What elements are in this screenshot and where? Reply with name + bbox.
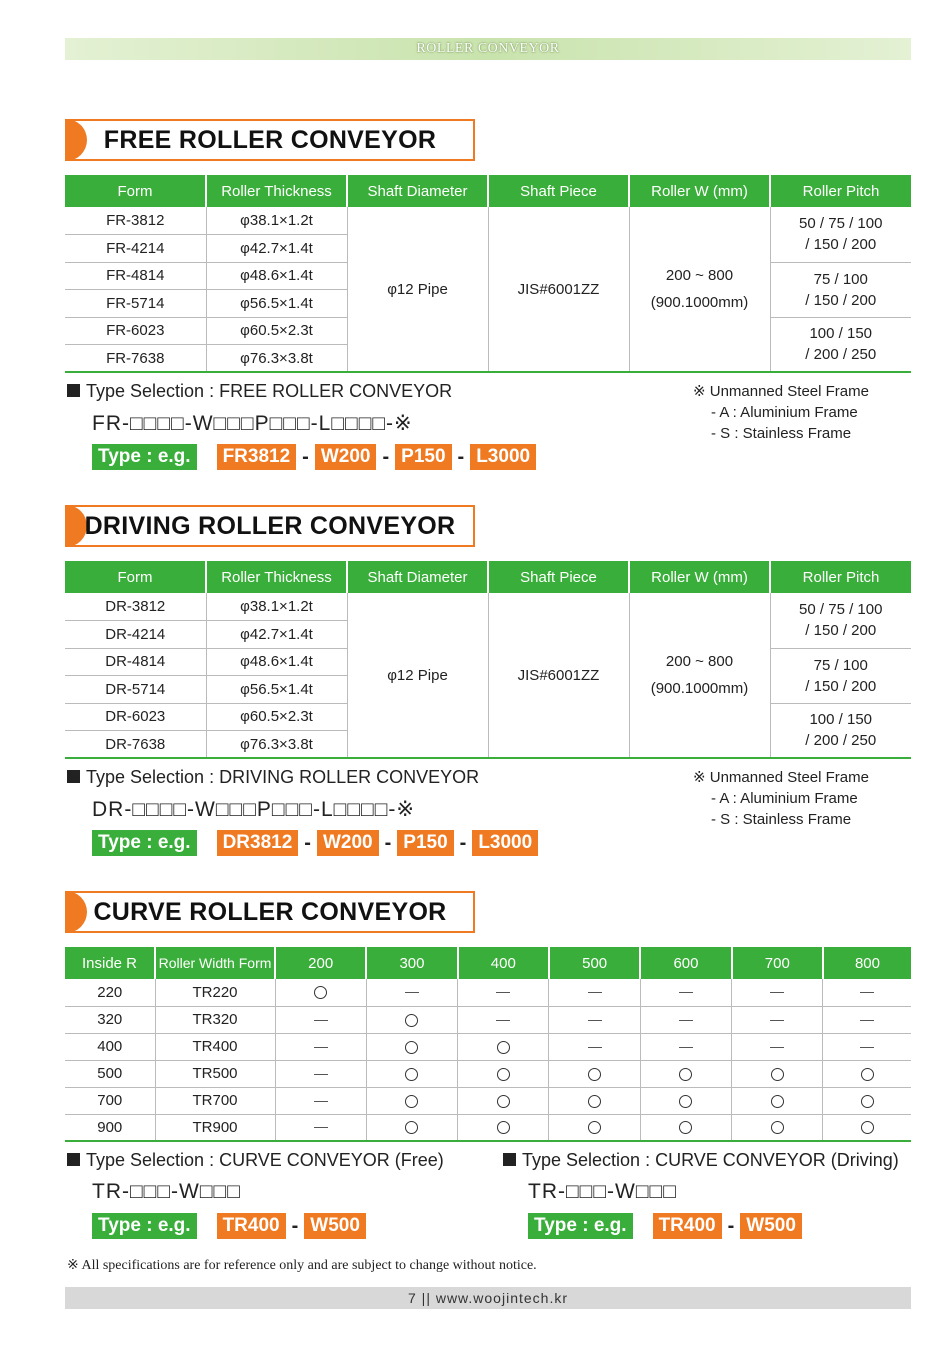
page-header-bar [65, 38, 911, 60]
pitch-cell: 100 / 150 / 200 / 250 [770, 703, 911, 758]
available-circle-icon [588, 1068, 601, 1081]
available-circle-icon [771, 1068, 784, 1081]
roller-w-cell: 200 ~ 800 (900.1000mm) [629, 207, 770, 372]
availability-cell [732, 1114, 823, 1141]
col-header: Shaft Diameter [347, 175, 488, 207]
free-type-selection [65, 373, 911, 473]
example-width: W500 [304, 1213, 366, 1239]
available-circle-icon [497, 1095, 510, 1108]
type-selection-heading-driving: Type Selection : CURVE CONVEYOR (Driving) [503, 1150, 899, 1171]
width-form-cell: TR320 [155, 1006, 275, 1033]
availability-cell [458, 1006, 549, 1033]
type-example-driving: Type : e.g. TR400 - W500 [528, 1212, 802, 1240]
availability-cell [275, 1006, 366, 1033]
unavailable-dash-icon [496, 992, 510, 993]
col-header: 300 [366, 947, 457, 979]
availability-cell [823, 1033, 911, 1060]
availability-cell [366, 1060, 457, 1087]
availability-cell [549, 979, 640, 1006]
available-circle-icon [771, 1121, 784, 1134]
section-title: DRIVING ROLLER CONVEYOR [84, 512, 456, 540]
type-example-free: Type : e.g. TR400 - W500 [92, 1212, 366, 1240]
form-cell: FR-5714 [65, 290, 206, 318]
available-circle-icon [861, 1095, 874, 1108]
page-footer: 7 || www.woojintech.kr [65, 1287, 911, 1309]
unavailable-dash-icon [314, 1047, 328, 1048]
col-header: Inside R [65, 947, 155, 979]
col-header: Shaft Piece [488, 561, 629, 593]
col-header: 600 [640, 947, 731, 979]
type-selection-heading-free: Type Selection : CURVE CONVEYOR (Free) [67, 1150, 444, 1171]
example-form: DR3812 [217, 830, 299, 856]
table-row [65, 1114, 911, 1141]
available-circle-icon [405, 1014, 418, 1027]
availability-cell [732, 1033, 823, 1060]
driving-spec-table [65, 561, 911, 759]
available-circle-icon [588, 1121, 601, 1134]
unavailable-dash-icon [588, 1047, 602, 1048]
form-cell: DR-3812 [65, 593, 206, 621]
unavailable-dash-icon [588, 1020, 602, 1021]
availability-cell [732, 979, 823, 1006]
availability-cell [640, 1114, 731, 1141]
section-title-box [65, 891, 475, 933]
thickness-cell: φ48.6×1.4t [206, 262, 347, 290]
available-circle-icon [405, 1095, 418, 1108]
frame-notes: ※ Unmanned Steel Frame - A : Aluminium Frame - S : Stainless Frame [693, 769, 869, 828]
col-header: Roller Width Form [155, 947, 275, 979]
table-row [65, 1033, 911, 1060]
availability-cell [366, 1033, 457, 1060]
availability-cell [366, 979, 457, 1006]
width-form-cell: TR500 [155, 1060, 275, 1087]
availability-cell [549, 1060, 640, 1087]
availability-cell [640, 1087, 731, 1114]
form-cell: DR-4814 [65, 648, 206, 676]
form-cell: DR-4214 [65, 621, 206, 649]
table-row [65, 1060, 911, 1087]
available-circle-icon [679, 1095, 692, 1108]
thickness-cell: φ60.5×2.3t [206, 317, 347, 345]
form-cell: FR-4214 [65, 235, 206, 263]
type-example: Type : e.g. DR3812 - W200 - P150 - L3000 [92, 829, 538, 857]
inside-r-cell: 500 [65, 1060, 155, 1087]
availability-cell [732, 1060, 823, 1087]
unavailable-dash-icon [679, 1020, 693, 1021]
form-cell: FR-7638 [65, 345, 206, 373]
example-form: TR400 [217, 1213, 286, 1239]
availability-cell [549, 1087, 640, 1114]
col-header: 700 [732, 947, 823, 979]
availability-cell [732, 1087, 823, 1114]
form-cell: DR-7638 [65, 731, 206, 759]
available-circle-icon [861, 1068, 874, 1081]
availability-cell [823, 1006, 911, 1033]
form-cell: DR-5714 [65, 676, 206, 704]
col-header: Roller W (mm) [629, 175, 770, 207]
square-bullet-icon [67, 384, 80, 397]
col-header: 800 [823, 947, 911, 979]
pitch-cell: 75 / 100 / 150 / 200 [770, 648, 911, 703]
form-cell: FR-4814 [65, 262, 206, 290]
col-header: Roller Pitch [770, 561, 911, 593]
free-spec-table [65, 175, 911, 373]
availability-cell [640, 1060, 731, 1087]
available-circle-icon [405, 1041, 418, 1054]
thickness-cell: φ56.5×1.4t [206, 676, 347, 704]
table-row [65, 207, 911, 235]
table-row [65, 1087, 911, 1114]
driving-roller-section [65, 505, 911, 859]
available-circle-icon [771, 1095, 784, 1108]
col-header: Roller W (mm) [629, 561, 770, 593]
unavailable-dash-icon [405, 992, 419, 993]
available-circle-icon [861, 1121, 874, 1134]
form-cell: DR-6023 [65, 703, 206, 731]
thickness-cell: φ48.6×1.4t [206, 648, 347, 676]
example-width: W200 [315, 444, 377, 470]
availability-cell [640, 1033, 731, 1060]
example-length: L3000 [470, 444, 536, 470]
availability-cell [549, 1006, 640, 1033]
availability-cell [823, 1060, 911, 1087]
col-header: Roller Pitch [770, 175, 911, 207]
pitch-cell: 50 / 75 / 100 / 150 / 200 [770, 593, 911, 648]
table-row [65, 1006, 911, 1033]
form-cell: FR-3812 [65, 207, 206, 235]
col-header: Roller Thickness [206, 561, 347, 593]
roller-w-cell: 200 ~ 800 (900.1000mm) [629, 593, 770, 758]
example-form: TR400 [653, 1213, 722, 1239]
availability-cell [366, 1087, 457, 1114]
shaft-piece-cell: JIS#6001ZZ [488, 207, 629, 372]
width-form-cell: TR220 [155, 979, 275, 1006]
unavailable-dash-icon [860, 1047, 874, 1048]
thickness-cell: φ42.7×1.4t [206, 235, 347, 263]
type-code-driving: TR-□□□-W□□□ [528, 1180, 677, 1203]
unavailable-dash-icon [314, 1101, 328, 1102]
example-width: W200 [317, 830, 379, 856]
inside-r-cell: 400 [65, 1033, 155, 1060]
unavailable-dash-icon [314, 1074, 328, 1075]
example-label: Type : e.g. [528, 1213, 633, 1239]
col-header: 200 [275, 947, 366, 979]
section-title: FREE ROLLER CONVEYOR [103, 126, 437, 154]
shaft-piece-cell: JIS#6001ZZ [488, 593, 629, 758]
availability-cell [823, 1087, 911, 1114]
example-pitch: P150 [395, 444, 451, 470]
table-row [65, 593, 911, 621]
width-form-cell: TR400 [155, 1033, 275, 1060]
type-code-free: TR-□□□-W□□□ [92, 1180, 241, 1203]
square-bullet-icon [503, 1153, 516, 1166]
curve-type-selection [65, 1142, 911, 1242]
disclaimer: ※ All specifications are for reference only and are subject to change without notice. [67, 1258, 537, 1273]
curve-spec-table [65, 947, 911, 1142]
unavailable-dash-icon [588, 992, 602, 993]
available-circle-icon [588, 1095, 601, 1108]
square-bullet-icon [67, 770, 80, 783]
type-code: FR-□□□□-W□□□P□□□-L□□□□-※ [92, 412, 413, 435]
example-form: FR3812 [217, 444, 297, 470]
shaft-diameter-cell: φ12 Pipe [347, 207, 488, 372]
shaft-diameter-cell: φ12 Pipe [347, 593, 488, 758]
availability-cell [458, 1114, 549, 1141]
form-cell: FR-6023 [65, 317, 206, 345]
unavailable-dash-icon [496, 1020, 510, 1021]
availability-cell [458, 1087, 549, 1114]
col-header: 400 [458, 947, 549, 979]
col-header: Form [65, 561, 206, 593]
inside-r-cell: 900 [65, 1114, 155, 1141]
available-circle-icon [405, 1068, 418, 1081]
availability-cell [640, 1006, 731, 1033]
width-form-cell: TR700 [155, 1087, 275, 1114]
col-header: Shaft Diameter [347, 561, 488, 593]
example-label: Type : e.g. [92, 1213, 197, 1239]
available-circle-icon [314, 986, 327, 999]
section-title-box [65, 119, 475, 161]
thickness-cell: φ76.3×3.8t [206, 731, 347, 759]
thickness-cell: φ76.3×3.8t [206, 345, 347, 373]
col-header: 500 [549, 947, 640, 979]
availability-cell [549, 1033, 640, 1060]
available-circle-icon [497, 1068, 510, 1081]
availability-cell [275, 979, 366, 1006]
availability-cell [275, 1033, 366, 1060]
table-row [65, 979, 911, 1006]
pitch-cell: 75 / 100 / 150 / 200 [770, 262, 911, 317]
type-example: Type : e.g. FR3812 - W200 - P150 - L3000 [92, 443, 536, 471]
available-circle-icon [497, 1041, 510, 1054]
inside-r-cell: 220 [65, 979, 155, 1006]
pitch-cell: 100 / 150 / 200 / 250 [770, 317, 911, 372]
section-title-box [65, 505, 475, 547]
driving-type-selection [65, 759, 911, 859]
width-form-cell: TR900 [155, 1114, 275, 1141]
free-roller-section [65, 119, 911, 473]
thickness-cell: φ38.1×1.2t [206, 593, 347, 621]
col-header: Roller Thickness [206, 175, 347, 207]
availability-cell [458, 979, 549, 1006]
col-header: Shaft Piece [488, 175, 629, 207]
pitch-cell: 50 / 75 / 100 / 150 / 200 [770, 207, 911, 262]
unavailable-dash-icon [860, 992, 874, 993]
available-circle-icon [679, 1068, 692, 1081]
curve-roller-section [65, 891, 911, 1242]
example-pitch: P150 [397, 830, 453, 856]
unavailable-dash-icon [314, 1020, 328, 1021]
square-bullet-icon [67, 1153, 80, 1166]
example-width: W500 [740, 1213, 802, 1239]
availability-cell [275, 1114, 366, 1141]
availability-cell [366, 1114, 457, 1141]
unavailable-dash-icon [679, 1047, 693, 1048]
unavailable-dash-icon [314, 1127, 328, 1128]
unavailable-dash-icon [860, 1020, 874, 1021]
type-selection-heading: Type Selection : FREE ROLLER CONVEYOR [67, 381, 452, 402]
inside-r-cell: 700 [65, 1087, 155, 1114]
availability-cell [458, 1033, 549, 1060]
inside-r-cell: 320 [65, 1006, 155, 1033]
availability-cell [458, 1060, 549, 1087]
example-length: L3000 [472, 830, 538, 856]
col-header: Form [65, 175, 206, 207]
unavailable-dash-icon [679, 992, 693, 993]
thickness-cell: φ38.1×1.2t [206, 207, 347, 235]
example-label: Type : e.g. [92, 444, 197, 470]
thickness-cell: φ60.5×2.3t [206, 703, 347, 731]
available-circle-icon [405, 1121, 418, 1134]
availability-cell [823, 979, 911, 1006]
availability-cell [640, 979, 731, 1006]
available-circle-icon [497, 1121, 510, 1134]
availability-cell [549, 1114, 640, 1141]
availability-cell [275, 1060, 366, 1087]
thickness-cell: φ42.7×1.4t [206, 621, 347, 649]
thickness-cell: φ56.5×1.4t [206, 290, 347, 318]
example-label: Type : e.g. [92, 830, 197, 856]
availability-cell [366, 1006, 457, 1033]
available-circle-icon [679, 1121, 692, 1134]
type-code: DR-□□□□-W□□□P□□□-L□□□□-※ [92, 798, 415, 821]
page-header-title: ROLLER CONVEYOR [416, 41, 560, 56]
unavailable-dash-icon [770, 992, 784, 993]
availability-cell [275, 1087, 366, 1114]
unavailable-dash-icon [770, 1047, 784, 1048]
section-title: CURVE ROLLER CONVEYOR [93, 898, 447, 926]
type-selection-heading: Type Selection : DRIVING ROLLER CONVEYOR [67, 767, 479, 788]
availability-cell [823, 1114, 911, 1141]
frame-notes: ※ Unmanned Steel Frame - A : Aluminium Frame - S : Stainless Frame [693, 383, 869, 442]
availability-cell [732, 1006, 823, 1033]
unavailable-dash-icon [770, 1020, 784, 1021]
